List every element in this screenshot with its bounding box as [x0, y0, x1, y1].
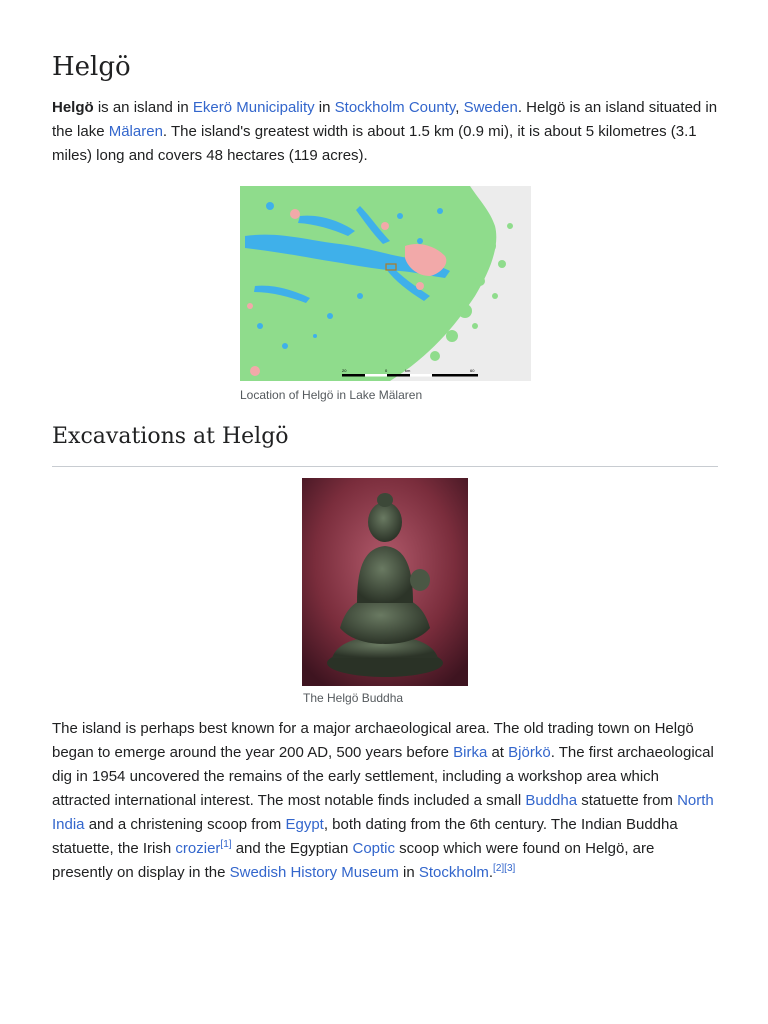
section-divider	[52, 466, 718, 467]
intro-text: in	[314, 99, 335, 116]
map-caption: Location of Helgö in Lake Mälaren	[240, 388, 423, 402]
helgo-location-map[interactable]	[240, 186, 531, 381]
scale-label: 60	[470, 368, 475, 373]
body-text: The island is perhaps best known for a major archaeological area. The old trading town on Helgö began to emerge around the year 200 AD, 500 years before	[52, 720, 694, 761]
link-coptic[interactable]: Coptic	[352, 840, 396, 857]
body-text: at	[487, 744, 509, 761]
body-text: and a christening scoop from	[84, 816, 286, 833]
link-stockholm-county[interactable]: Stockholm County	[334, 99, 456, 116]
link-crozier[interactable]: crozier	[175, 840, 221, 857]
link-sweden[interactable]: Sweden	[463, 99, 518, 116]
intro-bold-title: Helgö	[52, 99, 94, 116]
link-north-india[interactable]: North India	[52, 792, 714, 833]
intro-paragraph	[52, 96, 718, 168]
photo-caption: The Helgö Buddha	[303, 691, 404, 705]
body-text: .	[488, 864, 494, 881]
reference-link-3[interactable]: [3]	[504, 863, 516, 874]
intro-text: . The island's greatest width is about 1.5 km (0.9 mi), it is about 5 kilometres (3.1 miles) long and covers 48 hectares (119 acres).	[52, 123, 697, 164]
link-malaren[interactable]: Mälaren	[108, 123, 163, 140]
link-egypt[interactable]: Egypt	[285, 816, 324, 833]
intro-text: ,	[455, 99, 464, 116]
section-heading-excavations: Excavations at Helgö	[52, 424, 289, 449]
body-text: and the Egyptian	[231, 840, 353, 857]
link-buddha[interactable]: Buddha	[525, 792, 578, 809]
link-swedish-history-museum[interactable]: Swedish History Museum	[229, 864, 399, 881]
intro-text: is an island in	[93, 99, 193, 116]
scale-label: 20	[342, 368, 347, 373]
link-bjorko[interactable]: Björkö	[508, 744, 551, 761]
body-text: statuette from	[577, 792, 678, 809]
link-stockholm[interactable]: Stockholm	[418, 864, 489, 881]
excavations-paragraph	[52, 717, 718, 885]
scale-label: km	[405, 368, 411, 373]
reference-link-2[interactable]: [2]	[493, 863, 505, 874]
body-text: in	[398, 864, 419, 881]
body-text: scoop which were found on Helgö, are presently on display in the	[52, 840, 655, 881]
reference-link-1[interactable]: [1]	[220, 839, 232, 850]
body-text: , both dating from the 6th century. The Indian Buddha statuette, the Irish	[52, 816, 678, 857]
body-text: . The first archaeological dig in 1954 uncovered the remains of the early settlement, including a workshop area which attracted international interest. The most notable finds included a small	[52, 744, 714, 809]
intro-text: . Helgö is an island situated in the lake	[52, 99, 718, 140]
scale-label: 0	[385, 368, 388, 373]
helgo-buddha-photo[interactable]	[302, 478, 468, 686]
page-title: Helgö	[52, 52, 131, 82]
link-ekero-municipality[interactable]: Ekerö Municipality	[192, 99, 315, 116]
link-birka[interactable]: Birka	[453, 744, 488, 761]
